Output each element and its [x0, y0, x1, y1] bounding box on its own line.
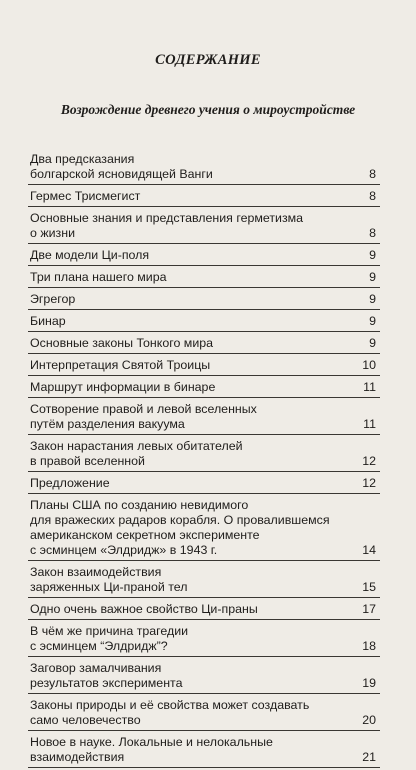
toc-entry-line: Две модели Ци-поля: [30, 248, 150, 262]
toc-page-number: 12: [362, 476, 376, 490]
toc-page-number: 21: [362, 750, 376, 764]
toc-entry: [28, 696, 380, 731]
toc-page-number: 12: [362, 454, 376, 468]
toc-entry-line: Сотворение правой и левой вселенных: [30, 402, 257, 416]
toc-entry-line: само человечество: [30, 713, 141, 727]
toc-entry-line: о жизни: [30, 226, 75, 240]
toc-entry: [28, 334, 380, 354]
toc-page-number: 11: [363, 417, 376, 431]
toc-entry: [28, 268, 380, 288]
toc-page-number: 11: [363, 380, 376, 394]
toc-entry-line: с эсминцем «Элдридж» в 1943 г.: [30, 543, 218, 557]
toc-entry-line: для вражеских радаров корабля. О провалившемся: [30, 513, 330, 527]
toc-entry-line: американском секретном эксперименте: [30, 528, 260, 542]
toc-entry-line: Закон нарастания левых обитателей: [30, 439, 243, 453]
toc-page-number: 20: [362, 713, 376, 727]
toc-entry: [28, 600, 380, 620]
toc-entry-line: Закон взаимодействия: [30, 565, 162, 579]
table-of-contents: [28, 150, 380, 770]
toc-entry-line: Планы США по созданию невидимого: [30, 498, 249, 512]
toc-entry: [28, 378, 380, 398]
toc-page-number: 9: [369, 270, 376, 284]
toc-entry-line: в правой вселенной: [30, 454, 145, 468]
toc-page-number: 9: [369, 336, 376, 350]
toc-entry-line: Гермес Трисмегист: [30, 189, 141, 203]
toc-entry: [28, 356, 380, 376]
toc-page-number: 9: [369, 292, 376, 306]
toc-entry: [28, 400, 380, 435]
toc-entry-line: Основные законы Тонкого мира: [30, 336, 214, 350]
toc-entry-line: Законы природы и её свойства может создавать: [30, 698, 310, 712]
toc-entry: [28, 733, 380, 768]
toc-entry-line: Новое в науке. Локальные и нелокальные: [30, 735, 273, 749]
toc-entry: [28, 659, 380, 694]
toc-entry-line: Интерпретация Святой Троицы: [30, 358, 211, 372]
toc-page-number: 15: [362, 580, 376, 594]
toc-page-number: 10: [362, 358, 376, 372]
toc-entry: [28, 312, 380, 332]
toc-entry: [28, 437, 380, 472]
toc-page-number: 8: [369, 189, 376, 203]
toc-entry: [28, 563, 380, 598]
toc-entry-line: Бинар: [30, 314, 66, 328]
toc-entry: [28, 474, 380, 494]
toc-entry: [28, 622, 380, 657]
toc-entry: [28, 209, 380, 244]
toc-entry-line: Предложение: [30, 476, 110, 490]
toc-entry-line: В чём же причина трагедии: [30, 624, 189, 638]
page-title: СОДЕРЖАНИЕ: [155, 52, 261, 68]
toc-entry-line: заряженных Ци-праной тел: [30, 580, 188, 594]
toc-entry-line: Основные знания и представления герметизма: [30, 211, 304, 225]
toc-entry-line: взаимодействия: [30, 750, 125, 764]
toc-page-number: 14: [362, 543, 376, 557]
toc-entry: [28, 187, 380, 207]
toc-entry: [28, 246, 380, 266]
toc-entry-line: болгарской ясновидящей Ванги: [30, 167, 213, 181]
toc-entry-line: результатов эксперимента: [30, 676, 183, 690]
toc-page-number: 17: [362, 602, 376, 616]
toc-entry-line: Одно очень важное свойство Ци-праны: [30, 602, 258, 616]
toc-entry-line: путём разделения вакуума: [30, 417, 185, 431]
toc-page-number: 9: [369, 314, 376, 328]
toc-entry-line: Два предсказания: [30, 152, 135, 166]
toc-page-number: 9: [369, 248, 376, 262]
toc-page-number: 8: [369, 167, 376, 181]
toc-entry: [28, 496, 380, 561]
toc-entry-line: Маршрут информации в бинаре: [30, 380, 216, 394]
toc-page-number: 8: [369, 226, 376, 240]
toc-entry-line: Эгрегор: [30, 292, 76, 306]
toc-page-number: 18: [362, 639, 376, 653]
toc-entry: [28, 150, 380, 185]
toc-entry-line: Заговор замалчивания: [30, 661, 162, 675]
toc-entry: [28, 290, 380, 310]
toc-entry-line: с эсминцем “Элдридж”?: [30, 639, 168, 653]
section-title: Возрождение древнего учения о мироустройстве: [60, 102, 356, 117]
toc-entry-line: Три плана нашего мира: [30, 270, 167, 284]
toc-page-number: 19: [362, 676, 376, 690]
